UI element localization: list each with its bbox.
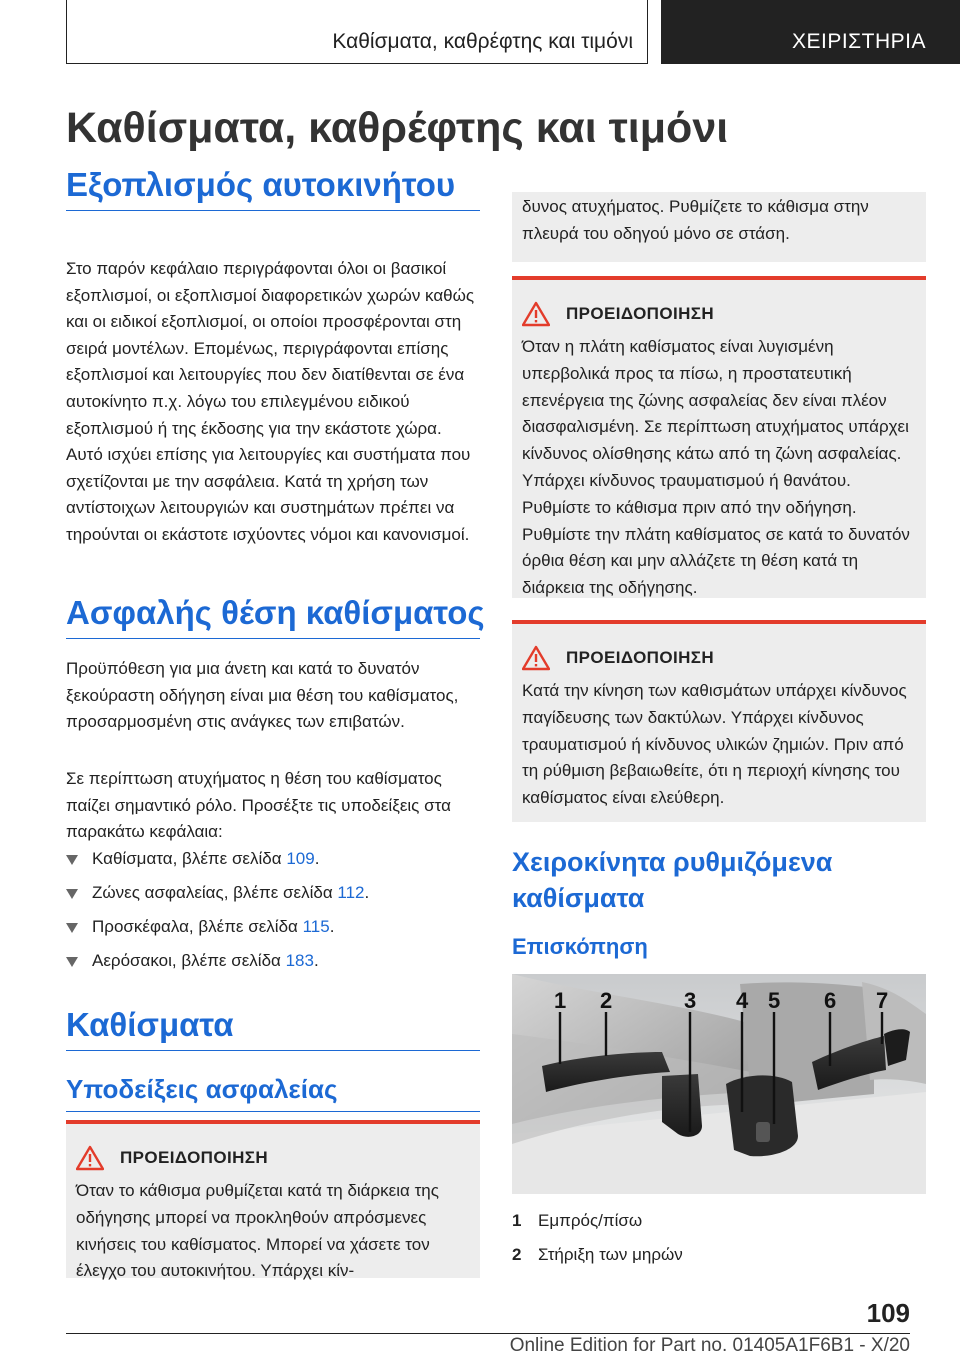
equipment-text: Στο παρόν κεφάλαιο περιγράφονται όλοι οι βασικοί εξοπλισμοί, οι εξοπλισμοί διαφορετικών χωρών καθώς και οι ειδικοί εξοπλισμοί, οι οποίοι προσφέρονται στη σειρά μοντέλων. Επομένως, περιγράφονται επίσης εξοπλισμοί και λειτουργίες που δεν διατίθενται σε ένα αυτοκίνητο π.χ. λόγω του επιλεγμένου ειδικού εξοπλισμού ή της έκδοσης για την εκάστοτε χώρα. Αυτό ισχύει επίσης για λειτουργίες και συστήματα που σχετίζονται με την ασφάλεια. Κατά τη χρήση των αντίστοιχων λειτουργιών και συστημάτων πρέπει να τηρούνται οι εκάστοτε ισχύοντες νόμοι και κανονισμοί. bbox=[66, 259, 475, 544]
reference-item: Ζώνες ασφαλείας, βλέπε σελίδα 112. bbox=[66, 880, 480, 914]
reference-item: Αερόσακοι, βλέπε σελίδα 183. bbox=[66, 948, 480, 982]
bullet-triangle-icon bbox=[66, 923, 78, 933]
warning-header bbox=[522, 640, 914, 676]
warning-triangle-icon bbox=[76, 1145, 104, 1171]
safety-notes-heading: Υποδείξεις ασφαλείας bbox=[66, 1074, 480, 1112]
page-link[interactable]: 109 bbox=[286, 849, 315, 868]
photo-legend bbox=[512, 1208, 683, 1276]
warning-header bbox=[522, 296, 914, 332]
reference-list bbox=[66, 846, 480, 982]
warning-header bbox=[76, 1140, 468, 1176]
photo-callout-3: 3 bbox=[684, 988, 697, 1013]
photo-callout-1: 1 bbox=[554, 988, 567, 1013]
warning-title: ΠΡΟΕΙΔΟΠΟΙΗΣΗ bbox=[120, 1148, 269, 1167]
warning-text: Όταν η πλάτη καθίσματος είναι λυγισμένη υπερβολικά προς τα πίσω, η προστατευτική επενέργεια της ζώνης ασφαλείας δεν είναι πλέον διασφαλισμένη. Σε περίπτωση ατυχήματος υπάρχει κίνδυνος ολίσθησης κάτω από τη ζώνη ασφαλείας. Υπάρχει κίνδυνος τραυματισμού ή θανάτου. Ρυθμίστε το κάθισμα πριν από την οδήγηση. Ρυθμίστε την πλάτη καθίσματος σε κατά το δυνατόν όρθια θέση και μην αλλάζετε τη θέση κατά τη διάρκεια της οδήγησης. bbox=[522, 337, 910, 598]
warning-triangle-icon bbox=[522, 301, 550, 327]
header-tab bbox=[661, 0, 960, 64]
seat-controls-photo bbox=[512, 974, 926, 1194]
photo-callout-5: 5 bbox=[768, 988, 781, 1013]
header-section-title: Καθίσματα, καθρέφτης και τιμόνι bbox=[332, 30, 633, 53]
bullet-triangle-icon bbox=[66, 889, 78, 899]
photo-callout-2: 2 bbox=[600, 988, 613, 1013]
header-section-box bbox=[66, 0, 648, 64]
page-link[interactable]: 115 bbox=[302, 917, 330, 936]
page-link[interactable]: 183 bbox=[285, 951, 314, 970]
reference-item: Καθίσματα, βλέπε σελίδα 109. bbox=[66, 846, 480, 880]
header-tab-label: ΧΕΙΡΙΣΤΗΡΙΑ bbox=[791, 30, 926, 53]
page-link[interactable]: 112 bbox=[337, 883, 365, 902]
warning-continuation-text: δυνος ατυχήματος. Ρυθμίζετε το κάθισμα στην πλευρά του οδηγού μόνο σε στάση. bbox=[522, 197, 869, 243]
warning-box bbox=[512, 620, 926, 822]
page-number: 109 bbox=[866, 1298, 910, 1328]
warning-box bbox=[512, 276, 926, 598]
warning-text: Κατά την κίνηση των καθισμάτων υπάρχει κίνδυνος παγίδευσης των δακτύλων. Υπάρχει κίνδυνος τραυματισμού ή κίνδυνος υλικών ζημιών. Πριν από τη ρύθμιση βεβαιωθείτε, ότι η περιοχή κίνησης του καθίσματος είναι ελεύθερη. bbox=[522, 681, 907, 808]
overview-heading: Επισκόπηση bbox=[512, 934, 648, 959]
safe-seat-heading: Ασφαλής θέση καθίσματος bbox=[66, 594, 480, 639]
warning-title: ΠΡΟΕΙΔΟΠΟΙΗΣΗ bbox=[566, 304, 715, 323]
photo-callout-6: 6 bbox=[824, 988, 837, 1013]
safe-seat-paragraph-2: Σε περίπτωση ατυχήματος η θέση του καθίσματος παίζει σημαντικό ρόλο. Προσέξτε τις υποδείξεις στα παρακάτω κεφάλαια: bbox=[66, 769, 451, 842]
manual-seats-heading: Χειροκίνητα ρυθμιζόμενα καθίσματα bbox=[512, 847, 833, 913]
reference-item: Προσκέφαλα, βλέπε σελίδα 115. bbox=[66, 914, 480, 948]
photo-callout-4: 4 bbox=[736, 988, 749, 1013]
warning-box bbox=[66, 1120, 480, 1281]
footer-divider bbox=[66, 1333, 910, 1334]
warning-text: Όταν το κάθισμα ρυθμίζεται κατά τη διάρκεια της οδήγησης μπορεί να προκληθούν απρόσμενες κινήσεις του καθίσματος. Μπορεί να χάσετε τον έλεγχο του αυτοκινήτου. Υπάρχει κίν- bbox=[76, 1181, 439, 1281]
legend-item: 1 Εμπρός/πίσω bbox=[512, 1211, 643, 1230]
bullet-triangle-icon bbox=[66, 855, 78, 865]
legend-item: 2 Στήριξη των μηρών bbox=[512, 1245, 683, 1264]
footer-edition-text: Online Edition for Part no. 01405A1F6B1 - X/20 bbox=[509, 1335, 910, 1356]
warning-continuation-box bbox=[512, 192, 926, 262]
seats-heading: Καθίσματα bbox=[66, 1006, 480, 1051]
warning-triangle-icon bbox=[522, 645, 550, 671]
bullet-triangle-icon bbox=[66, 957, 78, 967]
seat-side-illustration bbox=[512, 974, 926, 1194]
safe-seat-paragraph-1: Προϋπόθεση για μια άνετη και κατά το δυνατόν ξεκούραστη οδήγηση είναι μια θέση του καθίσματος, προσαρμοσμένη στις ανάγκες των επιβατών. bbox=[66, 659, 459, 732]
photo-callout-7: 7 bbox=[876, 988, 889, 1013]
equipment-heading: Εξοπλισμός αυτοκινήτου bbox=[66, 166, 480, 211]
page-title: Καθίσματα, καθρέφτης και τιμόνι bbox=[66, 104, 729, 152]
warning-title: ΠΡΟΕΙΔΟΠΟΙΗΣΗ bbox=[566, 648, 715, 667]
